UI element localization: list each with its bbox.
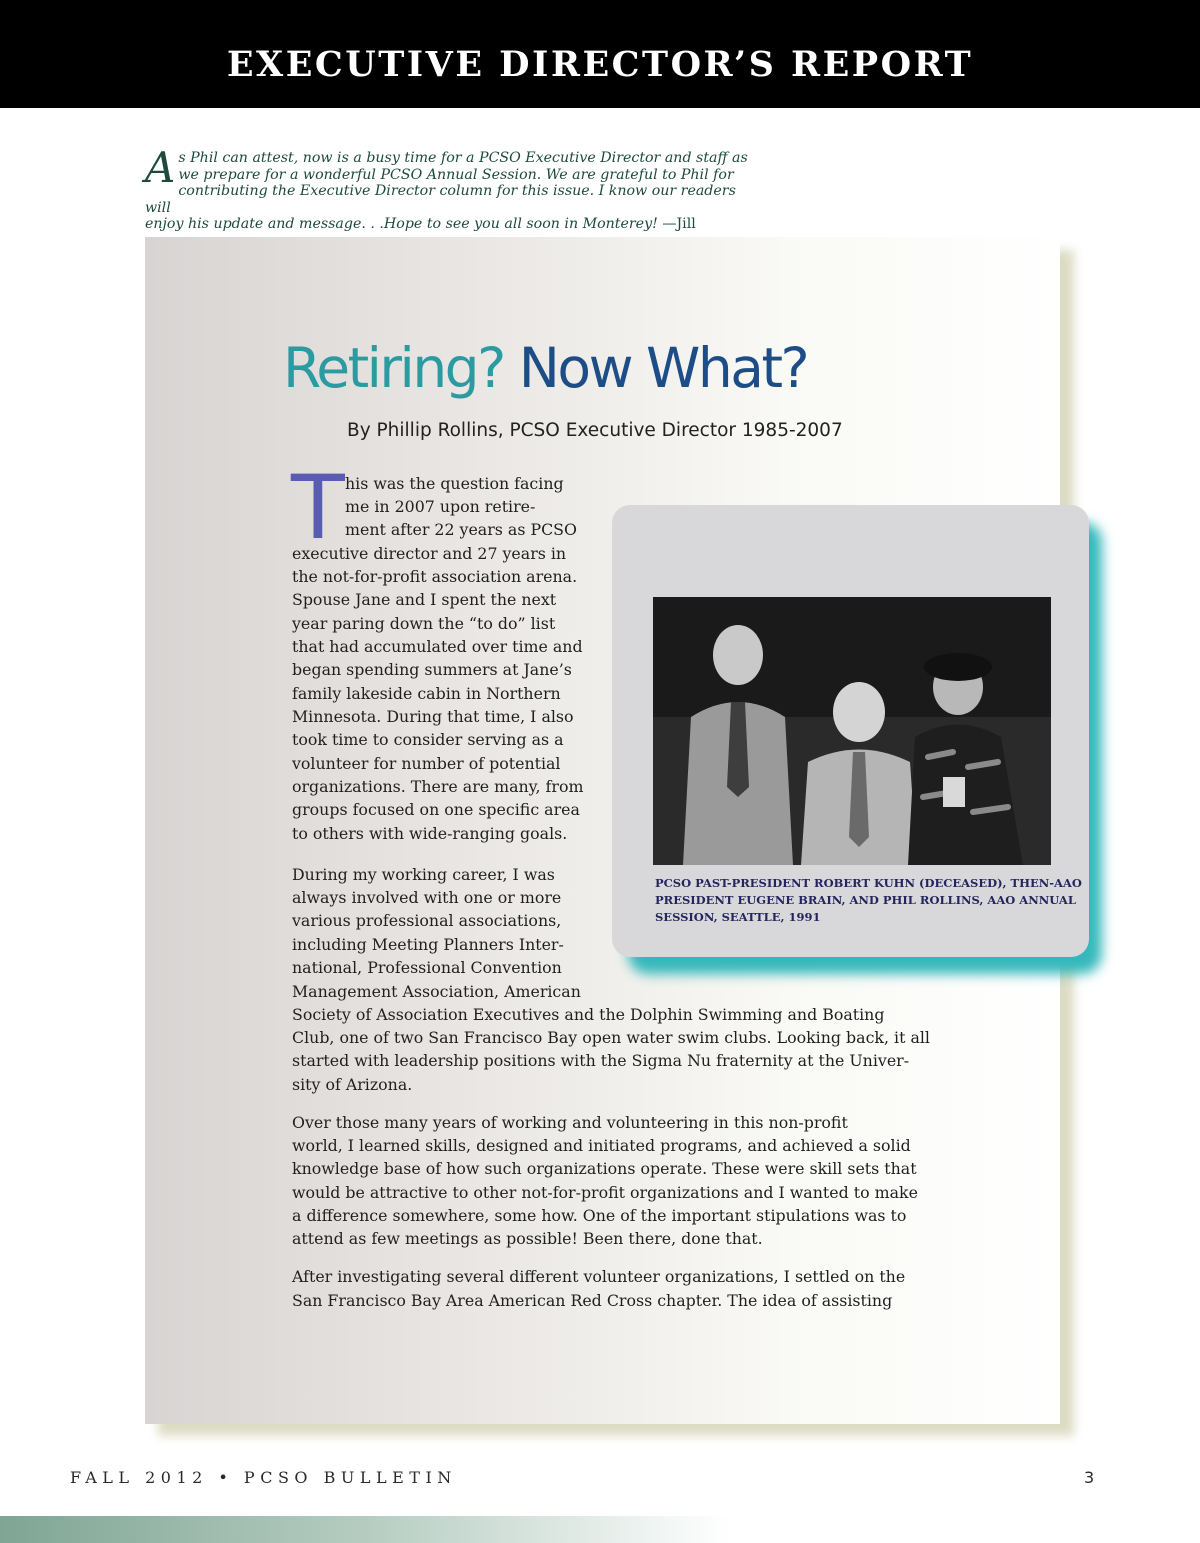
body-line: his was the question facing (345, 474, 564, 493)
body-line: me in 2007 upon retire- (345, 497, 536, 516)
drop-cap: T (291, 456, 345, 559)
body-line: began spending summers at Jane’s (292, 660, 572, 679)
photo-caption (655, 875, 1082, 926)
body-line: national, Professional Convention (292, 958, 562, 977)
body-line: executive director and 27 years in (292, 544, 567, 563)
body-line: Spouse Jane and I spent the next (292, 590, 557, 609)
caption-line: SESSION, SEATTLE, 1991 (655, 910, 821, 924)
body-line: attend as few meetings as possible! Been there, done that. (292, 1229, 763, 1248)
body-line: year paring down the “to do” list (292, 614, 556, 633)
body-line: various professional associations, (292, 911, 562, 930)
body-line: would be attractive to other not-for-profit organizations and I wanted to make (292, 1183, 918, 1202)
body-line: a difference somewhere, some how. One of the important stipulations was to (292, 1206, 907, 1225)
body-line: San Francisco Bay Area American Red Cross chapter. The idea of assisting (292, 1291, 893, 1310)
footer-issue: FALL 2012 • PCSO BULLETIN (70, 1468, 457, 1487)
body-line: During my working career, I was (292, 865, 555, 884)
body-line: always involved with one or more (292, 888, 562, 907)
body-line: to others with wide-ranging goals. (292, 824, 568, 843)
body-line: family lakeside cabin in Northern (292, 684, 561, 703)
body-line: organizations. There are many, from (292, 777, 584, 796)
body-line: Over those many years of working and volunteering in this non-profit (292, 1113, 848, 1132)
caption-line: PCSO PAST-PRESIDENT ROBERT KUHN (DECEASED), THEN-AAO (655, 876, 1082, 890)
body-line: knowledge base of how such organizations operate. These were skill sets that (292, 1159, 917, 1178)
body-line: volunteer for number of potential (292, 754, 561, 773)
section-title: EXECUTIVE DIRECTOR’S REPORT (226, 44, 974, 85)
body-line: world, I learned skills, designed and initiated programs, and achieved a solid (292, 1136, 911, 1155)
body-line: groups focused on one specific area (292, 800, 580, 819)
editor-intro (145, 143, 755, 233)
intro-line: s Phil can attest, now is a busy time for a PCSO Executive Director and staff as (178, 150, 748, 166)
body-line: that had accumulated over time and (292, 637, 583, 656)
footer-band (0, 1516, 730, 1543)
intro-line: contributing the Executive Director column for this issue. I know our readers will (145, 183, 736, 216)
intro-line: we prepare for a wonderful PCSO Annual Session. We are grateful to Phil for (178, 166, 734, 183)
body-line: Management Association, American (292, 982, 581, 1001)
body-line: ment after 22 years as PCSO (345, 520, 577, 539)
body-line: Minnesota. During that time, I also (292, 707, 574, 726)
body-line: including Meeting Planners Inter- (292, 935, 564, 954)
article-title (283, 328, 983, 408)
body-line: After investigating several different volunteer organizations, I settled on the (292, 1267, 906, 1286)
title-part-now-what: Now What? (518, 336, 808, 400)
intro-signature: —Jill (662, 216, 696, 232)
group-photo (653, 597, 1051, 865)
body-line: Society of Association Executives and the Dolphin Swimming and Boating (292, 1005, 885, 1024)
body-line: Club, one of two San Francisco Bay open water swim clubs. Looking back, it all (292, 1028, 930, 1047)
group-photo-image (653, 597, 1051, 865)
intro-line: enjoy his update and message. . .Hope to see you all soon in Monterey! (145, 216, 663, 232)
byline: By Phillip Rollins, PCSO Executive Director 1985-2007 (347, 420, 843, 441)
caption-line: PRESIDENT EUGENE BRAIN, AND PHIL ROLLINS, AAO ANNUAL (655, 893, 1076, 907)
body-line: took time to consider serving as a (292, 730, 564, 749)
body-line: sity of Arizona. (292, 1075, 413, 1094)
body-line: the not-for-profit association arena. (292, 567, 578, 586)
title-part-retiring: Retiring? (283, 336, 504, 400)
page-number: 3 (1084, 1468, 1095, 1487)
intro-initial: A (145, 143, 176, 192)
body-line: started with leadership positions with the Sigma Nu fraternity at the Univer- (292, 1051, 910, 1070)
